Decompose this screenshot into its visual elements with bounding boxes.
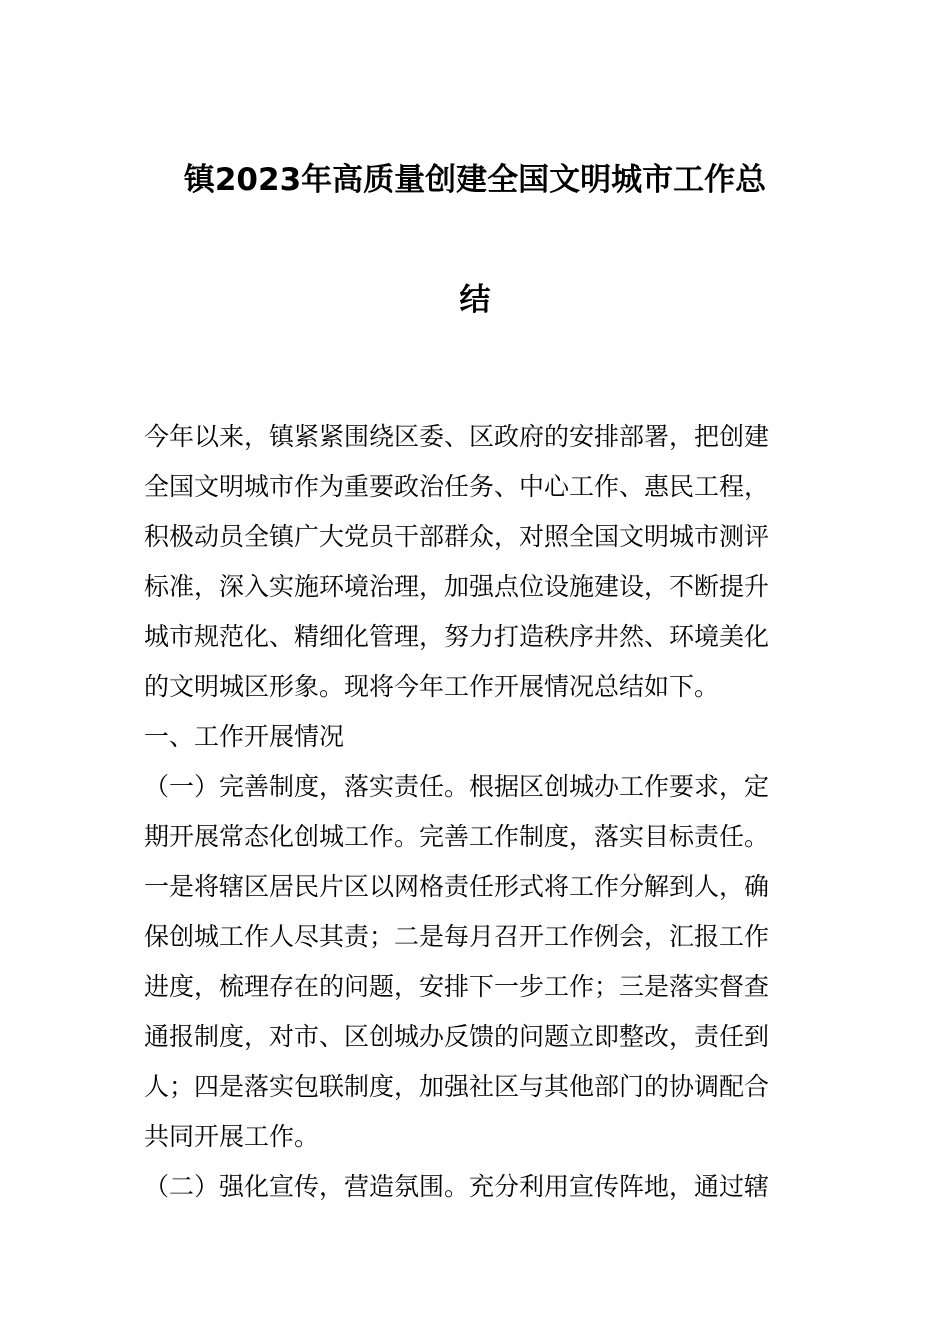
section-heading: 一、工作开展情况 [144, 722, 345, 751]
body-line: （二）强化宣传，营造氛围。充分利用宣传阵地，通过辖 [144, 1172, 770, 1201]
body-line: 通报制度，对市、区创城办反馈的问题立即整改，责任到 [144, 1022, 770, 1051]
body-line: 今年以来，镇紧紧围绕区委、区政府的安排部署，把创建 [144, 422, 770, 451]
body-line: （一）完善制度，落实责任。根据区创城办工作要求，定 [144, 772, 770, 801]
body-line: 期开展常态化创城工作。完善工作制度，落实目标责任。 [144, 822, 770, 851]
document-title-line-1: 镇2023年高质量创建全国文明城市工作总 [183, 162, 767, 198]
body-line: 人；四是落实包联制度，加强社区与其他部门的协调配合 [144, 1072, 770, 1101]
document-title-line-2: 结 [459, 282, 491, 318]
body-line: 保创城工作人尽其责；二是每月召开工作例会，汇报工作 [144, 922, 770, 951]
body-line: 进度，梳理存在的问题，安排下一步工作；三是落实督查 [144, 972, 770, 1001]
body-line: 标准，深入实施环境治理，加强点位设施建设，不断提升 [144, 572, 770, 601]
body-line: 的文明城区形象。现将今年工作开展情况总结如下。 [144, 672, 720, 701]
body-line: 城市规范化、精细化管理，努力打造秩序井然、环境美化 [144, 622, 770, 651]
body-line: 一是将辖区居民片区以网格责任形式将工作分解到人，确 [144, 872, 770, 901]
body-line: 积极动员全镇广大党员干部群众，对照全国文明城市测评 [144, 522, 770, 551]
body-line: 全国文明城市作为重要政治任务、中心工作、惠民工程， [144, 472, 770, 501]
body-line: 共同开展工作。 [144, 1122, 320, 1151]
